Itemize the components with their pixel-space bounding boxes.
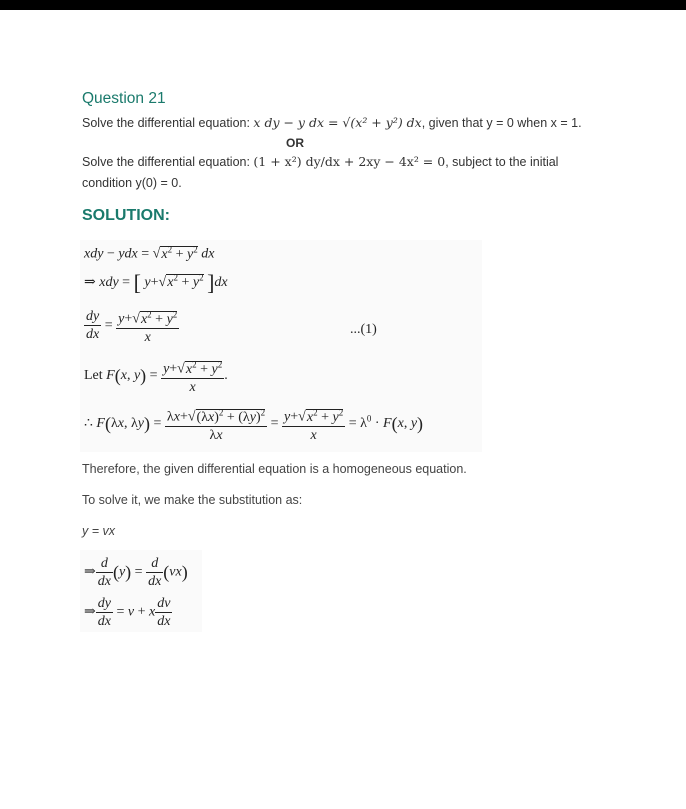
equation-label: ...(1) [350,322,377,337]
equation-step-2: ⇒ xdy = [ $y+√x^2 + y^2$ ]dx [84,270,228,295]
or-separator: OR [286,136,304,150]
question-line-1 [82,115,582,130]
question-line-1-suffix: , given that y = 0 when x = 1. [421,116,582,130]
equation-step-7: ⇒ $\frac{dy}{dx}$ = v + x $\frac{dv}{dx}$ [84,596,171,629]
equation-step-3: $\frac{dy}{dx}$ = $\frac{y+√x^2 + y^2}{x}$ [84,306,179,346]
question-line-2 [82,154,558,169]
question-line-3: condition y(0) = 0. [82,176,182,190]
homogeneous-statement: Therefore, the given differential equation is a homogeneous equation. [82,462,467,476]
question-line-1-equation: x dy − y dx = √(x² + y²) dx [253,115,422,130]
substitution-statement: To solve it, we make the substitution as: [82,493,303,507]
question-line-2-equation: (1 + x²) dy/dx + 2xy − 4x² = 0 [253,154,446,169]
equation-step-5: ∴ F(λx, λy) = $\frac{\lambda x+√(\lambda x)^2 + (\lambda y)^2}{\lambda x}$ = $\frac{y+√x^2 + y^2}{x}$ = $\lambda^0 \cdot F(x$, y) [84,404,423,444]
equation-step-1: xdy − ydx = $√x^2 + y^2$ dx [84,244,215,262]
equation-step-4: Let F(x, y) = $\frac{y+√x^2 + y^2}{x}$ . [84,356,228,396]
question-title: Question 21 [82,90,166,107]
solution-title: SOLUTION: [82,207,170,224]
question-line-1-prefix: Solve the differential equation: [82,116,254,130]
equation-step-6: ⇒ $\frac{d}{dx}$ (y) = $\frac{d}{dx}$ (vx) [84,556,188,589]
substitution-equation: y = vx [82,524,115,538]
question-line-2-prefix: Solve the differential equation: [82,155,254,169]
let-label: Let [84,368,103,384]
question-line-2-suffix: , subject to the initial [445,155,559,169]
top-bar [0,0,686,10]
